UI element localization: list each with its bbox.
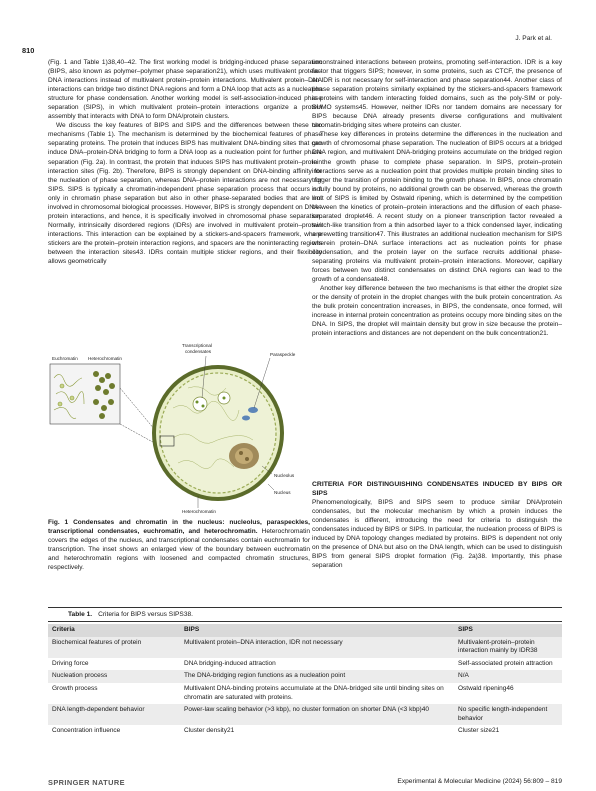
- table-row: [48, 670, 562, 683]
- table-cell: Driving force: [52, 659, 89, 667]
- table-cell: Biochemical features of protein: [48, 637, 180, 658]
- right-column: [312, 58, 562, 338]
- table-cell: Self-associated protein attraction: [458, 659, 553, 667]
- running-header-author: J. Park et al.: [515, 35, 552, 42]
- table-cell: Cluster density21: [184, 727, 235, 735]
- table-cell: Power-law scaling behavior (>3 kbp), no cluster formation on shorter DNA (<3 kbp)40: [180, 704, 454, 725]
- left-column: [48, 58, 322, 266]
- table-cell: DNA length-dependent behavior: [48, 704, 180, 725]
- column-header: Criteria: [48, 624, 180, 637]
- table-row: [48, 704, 562, 725]
- inset-frame: [50, 364, 120, 424]
- table-1: [48, 607, 562, 738]
- paragraph: unconstrained interactions between proteins, promoting self-interaction. IDR is a key factor that triggers SIPS; however, in some proteins, such as CTCF, the presence of an IDR is not necessary for self-interaction and phase separation44. Another class of phase separation proteins similarly explained by the stickers-and-spacers framework is proteins with tandem interacting folded domains, such as the poly-SIM or poly-SUMO systems45. However, neither IDRs nor tandem domains are necessary for BIPS because DNA already presents diverse configurations and multivalent chromatin-bridging sites where proteins can cluster.: [312, 59, 562, 130]
- paragraph: These key differences in proteins determine the differences in the nucleation and growth of chromosomal phase separation. The nucleation of BIPS occurs at a bridged DNA region, and multivalent DNA-bridging proteins accumulate on the bridged region in the growth phase to complete phase separation. In SIPS, protein–protein interactions serve as a nucleation point that provides multiple protein binding sites to trigger the transition of protein binding to the growth phase. In BIPS, once chromatin is fully bound by proteins, no additional growth can be observed, whereas the growth limit of SIPS is limited by Ostwald ripening, which is determined by the competition between the kinetics of protein–protein interactions and the diffusion of each phase-separated droplet46. A recent study on a pioneer transcription factor revealed a switch-like transition from a thin adsorbed layer to a thick condensed layer, indicating a prewetting transition47. This illustrates an additional nucleation mechanism for SIPS wherein protein–DNA surface interactions act as nucleation points for phase condensation, and the protein layer on the surface recruits additional phase-separating proteins via multivalent protein–protein interactions. Moreover, capillary forces between two distinct condensates on distinct DNA regions can lead to the growth of a condensate48.: [312, 131, 562, 284]
- figure-1-nucleus-illustration: [48, 338, 310, 514]
- table-cell: No specific length-independent behavior: [454, 704, 562, 725]
- nucleus-label: Nucleus: [274, 490, 291, 495]
- table-title: [48, 607, 562, 622]
- table-cell: N/A: [454, 670, 562, 683]
- section-heading: CRITERIA FOR DISTINGUISHING CONDENSATES INDUCED BY BIPS OR SIPS: [312, 481, 562, 497]
- table-cell: The DNA-bridging region functions as a nucleation point: [180, 670, 454, 683]
- column-header: BIPS: [180, 624, 454, 637]
- publisher-logo: SPRINGER NATURE: [48, 778, 125, 787]
- journal-citation: Experimental & Molecular Medicine (2024) 56:809 – 819: [397, 778, 562, 785]
- table-cell: Concentration influence: [52, 727, 121, 735]
- table-cell: Multivalent DNA-binding proteins accumulate at the DNA-bridged site until binding sites on chromatin are saturated with proteins.: [184, 684, 444, 701]
- paraspeckle-label: Paraspeckle: [270, 352, 296, 357]
- nucleolus-label: Nucleolus: [274, 473, 295, 478]
- table-cell: Multivalent protein–DNA interaction, IDR not necessary: [180, 637, 454, 658]
- figure-caption: [48, 518, 310, 572]
- table-row: [48, 658, 562, 671]
- table-cell: DNA bridging-induced attraction: [184, 659, 276, 667]
- table-row: [48, 637, 562, 658]
- heterochromatin-label: Heterochromatin: [88, 356, 122, 361]
- heterochromatin-inset-label: Heterochromatin: [182, 509, 216, 514]
- caption-body: Heterochromatin covers the edges of the nucleus, and transcriptional condensates contain euchromatin for transcription. The inset shows an enlarged view of the boundary between euchromatin and heterochromatin regions with loosened and compacted chromatin structures, respectively.: [48, 528, 310, 572]
- table-cell: Ostwald ripening46: [458, 684, 514, 692]
- nucleus-diagram: [48, 338, 310, 514]
- nucleolus: [229, 443, 259, 469]
- caption-title: Fig. 1 Condensates and chromatin in the nucleus: nucleolus, paraspeckles, transcriptional condensates, euchromatin, and heterochromatin.: [48, 519, 310, 536]
- table-row: [48, 683, 562, 704]
- page-number: 810: [22, 46, 35, 55]
- criteria-table: [48, 624, 562, 738]
- paragraph: Phenomenologically, BIPS and SIPS seem to produce similar DNA/protein condensates, but the molecular mechanism by which a protein induces the condensates is different, introducing the need for criteria to distinguish the condensates induced by BIPS or SIPS. In particular, the nucleation process of BIPS is induced by DNA topology changes mediated by proteins. BIPS is dependent not only on the presence of DNA but also on the DNA length, which can be used to distinguish BIPS from general SIPS droplet formation (Fig. 2a)38. Importantly, this phase separation: [312, 499, 562, 570]
- table-cell: Nucleation process: [48, 670, 180, 683]
- paragraph: We discuss the key features of BIPS and SIPS and the differences between these two mechanisms (Table 1). The mechanism is determined by the biochemical features of phase separating proteins. The protein that induces BIPS has multivalent DNA-binding sites that can induce DNA–protein-DNA bridging to form a DNA loop as a nucleation point for further phase separation (Fig. 2a). In contrast, the protein that induces SIPS has multivalent protein–protein interaction sites (Fig. 2b). Therefore, BIPS is strongly dependent on DNA-binding affinity for the nucleation of phase separation, whereas DNA–protein interactions are not necessary for SIPS. SIPS is typically a chromatin-independent phase separation process that occurs not only in chromatin phase separation but also in other phase-separated bodies that are not involved in chromosomal biological processes. However, BIPS is strongly dependent on DNA–protein interactions, and hence, it is specifically involved in chromosomal phase separation. Normally, intrinsically disordered regions (IDRs) are involved in multivalent protein–protein interactions. This interaction can be explained by a stickers-and-spacers framework, where stickers are the protein–protein interaction regions, and spacers are the noninteracting regions between the interaction sites43. IDRs contain multiple sticker regions, and their flexibility allows geometrically: [48, 122, 322, 266]
- paragraph: (Fig. 1 and Table 1)38,40–42. The first working model is bridging-induced phase separation (BIPS, also known as polymer–polymer phase separation21), which uses multivalent protein–DNA interactions instead of multivalent protein–protein interactions. Multivalent protein–DNA interactions can bridge two distinct DNA regions and form a DNA loop that acts as a nucleation structure for phase condensation. Another working model is self-association-induced phase separation (SIPS), in which multivalent protein–protein interactions organize a protein assembly that interacts with DNA to form DNA/protein clusters.: [48, 59, 322, 121]
- table-header-row: [48, 624, 562, 637]
- table-caption: Criteria for BIPS versus SIPS38.: [98, 611, 193, 618]
- transcriptional-condensates-label: Transcriptional condensates: [182, 343, 212, 354]
- table-cell: Growth process: [52, 684, 98, 692]
- column-header: SIPS: [454, 624, 562, 637]
- table-row: [48, 725, 562, 738]
- euchromatin-label: Euchromatin: [52, 356, 78, 361]
- table-label: Table 1.: [68, 611, 93, 618]
- criteria-section: [312, 480, 562, 570]
- table-cell: Cluster size21: [458, 727, 500, 735]
- paragraph: Another key difference between the two mechanisms is that either the droplet size or the density of protein in the droplet changes with the bulk protein concentration. As the bulk protein concentration increases, in BIPS, the condensate, once formed, will increase in internal protein concentration as proteins occupy more binding sites on the DNA. In SIPS, the droplet will maintain density but grow in size because the protein–protein interactions and distances are not dependent on the bulk concentration21.: [312, 285, 562, 338]
- table-cell: Multivalent-protein–protein interaction mainly by IDR38: [454, 637, 562, 658]
